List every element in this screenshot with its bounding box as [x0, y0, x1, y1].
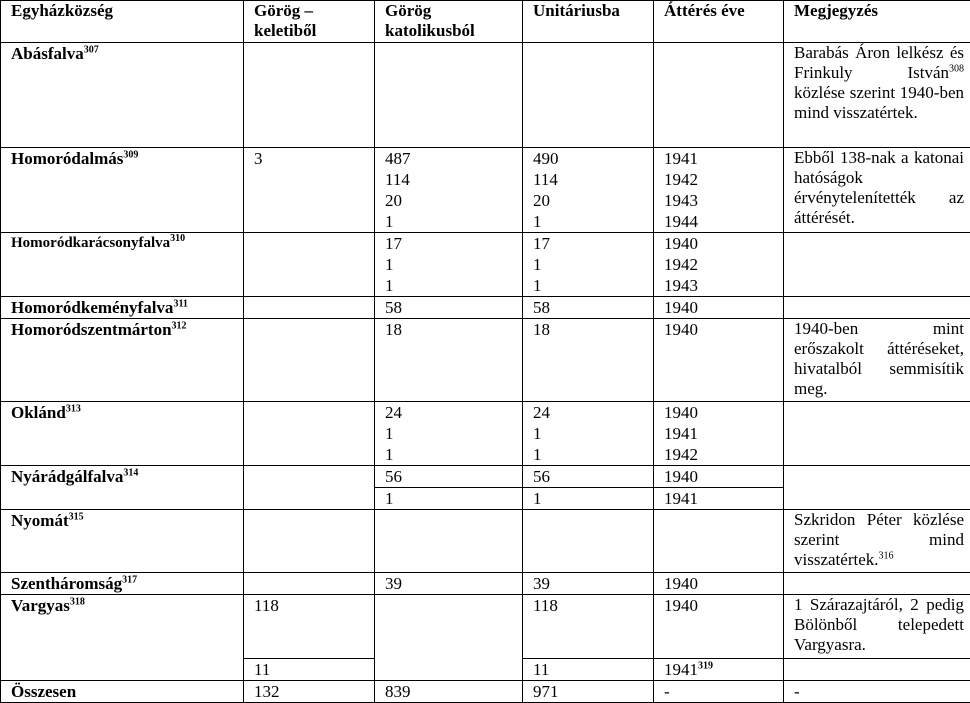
greek-catholic-cell — [375, 594, 523, 680]
total-note: - — [784, 680, 970, 702]
greek-orthodox-cell — [244, 297, 375, 319]
parish-name: Oklánd$^{313}$ — [1, 401, 244, 465]
note-cell: Ebből 138-nak a katonai hatóságok érvénytelenítették az áttérését. — [784, 148, 970, 233]
total-label: Összesen — [1, 680, 244, 702]
greek-catholic-cell: 1 — [375, 487, 523, 509]
year-cell: 1940 — [654, 465, 784, 487]
unitarian-cell: 18 — [523, 319, 654, 401]
note-cell: Szkridon Péter közlése szerint mind visszatértek.$^{316}$ — [784, 509, 970, 572]
greek-catholic-cell — [375, 43, 523, 148]
parish-name: Abásfalva$^{307}$ — [1, 43, 244, 148]
note-cell — [784, 465, 970, 509]
year-cell — [654, 43, 784, 148]
header-parish: Egyházközség — [1, 1, 244, 43]
greek-orthodox-cell: 3 — [244, 148, 375, 233]
greek-catholic-cell: 24 1 1 — [375, 401, 523, 465]
year-cell: 1940 — [654, 297, 784, 319]
greek-orthodox-cell — [244, 509, 375, 572]
table-row-vargyas — [1, 594, 970, 658]
header-greek-orthodox: Görög – keletiből — [244, 1, 375, 43]
year-cell: 1940 1941 1942 — [654, 401, 784, 465]
table-row-total — [1, 680, 970, 702]
table-row-nyomat — [1, 509, 970, 572]
table-row-szentharomsag — [1, 572, 970, 594]
table-row-homorodkaracsonyfalva — [1, 233, 970, 297]
table-row-homorodkemenyfalva — [1, 297, 970, 319]
parish-name: Szentháromság$^{317}$ — [1, 572, 244, 594]
header-to-unitarian: Unitáriusba — [523, 1, 654, 43]
unitarian-cell: 39 — [523, 572, 654, 594]
table-row-nyaradgalfalva — [1, 465, 970, 487]
note-cell: 1 Szárazajtáról, 2 pedig Bölönből telepedett Vargyasra. — [784, 594, 970, 658]
unitarian-cell: 1 — [523, 487, 654, 509]
unitarian-cell: 17 1 1 — [523, 233, 654, 297]
year-cell: 1940 1942 1943 — [654, 233, 784, 297]
year-cell: 1941$^{319}$ — [654, 658, 784, 680]
note-cell — [784, 572, 970, 594]
greek-catholic-cell: 58 — [375, 297, 523, 319]
note-cell — [784, 233, 970, 297]
greek-orthodox-cell: 11 — [244, 658, 375, 680]
unitarian-cell — [523, 43, 654, 148]
greek-orthodox-cell — [244, 43, 375, 148]
greek-catholic-cell: 56 — [375, 465, 523, 487]
total-greek-orthodox: 132 — [244, 680, 375, 702]
year-cell: 1940 — [654, 594, 784, 658]
header-note: Megjegyzés — [784, 1, 970, 43]
unitarian-cell: 56 — [523, 465, 654, 487]
greek-catholic-cell: 17 1 1 — [375, 233, 523, 297]
note-cell — [784, 401, 970, 465]
total-year: - — [654, 680, 784, 702]
unitarian-cell: 24 1 1 — [523, 401, 654, 465]
greek-orthodox-cell — [244, 465, 375, 509]
parish-name: Homoródalmás$^{309}$ — [1, 148, 244, 233]
table-row-homorodalmas — [1, 148, 970, 233]
total-unitarian: 971 — [523, 680, 654, 702]
unitarian-cell — [523, 509, 654, 572]
year-cell — [654, 509, 784, 572]
greek-orthodox-cell: 118 — [244, 594, 375, 658]
header-row — [1, 1, 970, 43]
greek-orthodox-cell — [244, 319, 375, 401]
year-cell: 1941 — [654, 487, 784, 509]
greek-orthodox-cell — [244, 572, 375, 594]
header-year: Áttérés éve — [654, 1, 784, 43]
greek-catholic-cell — [375, 509, 523, 572]
year-cell: 1941 1942 1943 1944 — [654, 148, 784, 233]
unitarian-cell: 490 114 20 1 — [523, 148, 654, 233]
year-cell: 1940 — [654, 572, 784, 594]
table-row-abasfalva — [1, 43, 970, 148]
table-row-oklend — [1, 401, 970, 465]
note-cell: Barabás Áron lelkész és Frinkuly István$^{308}$ közlése szerint 1940-ben mind visszatértek. — [784, 43, 970, 148]
greek-orthodox-cell — [244, 233, 375, 297]
unitarian-cell: 58 — [523, 297, 654, 319]
parish-name: Homoródkarácsonyfalva$^{310}$ — [1, 233, 244, 297]
unitarian-cell: 118 — [523, 594, 654, 658]
total-greek-catholic: 839 — [375, 680, 523, 702]
parish-name: Homoródszentmárton$^{312}$ — [1, 319, 244, 401]
header-greek-catholic: Görög katolikusból — [375, 1, 523, 43]
parish-name: Nyárádgálfalva$^{314}$ — [1, 465, 244, 509]
greek-catholic-cell: 487 114 20 1 — [375, 148, 523, 233]
table-row-homorodszentmarton — [1, 319, 970, 401]
note-cell — [784, 297, 970, 319]
parish-name: Nyomát$^{315}$ — [1, 509, 244, 572]
note-cell — [784, 658, 970, 680]
greek-catholic-cell: 18 — [375, 319, 523, 401]
note-cell: 1940-ben mint erőszakolt áttéréseket, hivatalból semmisítik meg. — [784, 319, 970, 401]
unitarian-cell: 11 — [523, 658, 654, 680]
parish-name: Vargyas$^{318}$ — [1, 594, 244, 680]
year-cell: 1940 — [654, 319, 784, 401]
greek-catholic-cell: 39 — [375, 572, 523, 594]
greek-orthodox-cell — [244, 401, 375, 465]
parish-name: Homoródkeményfalva$^{311}$ — [1, 297, 244, 319]
